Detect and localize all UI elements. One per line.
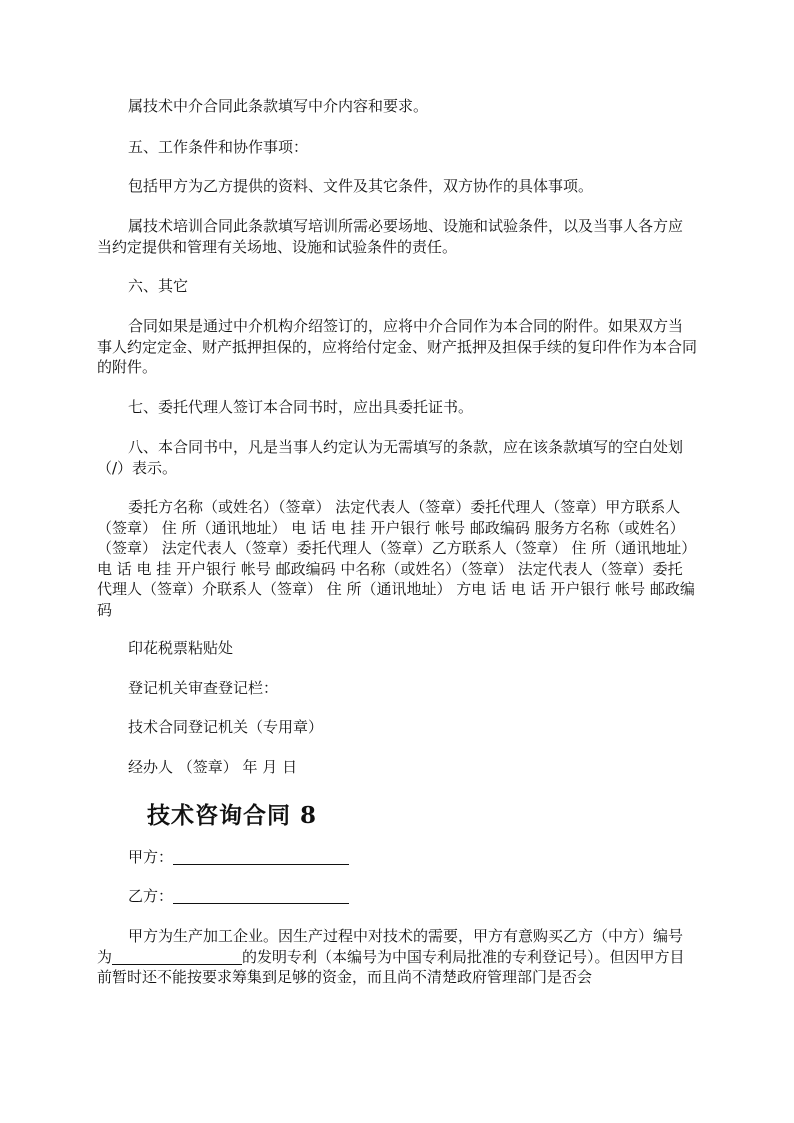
party-a-label: 甲方：	[128, 848, 174, 866]
party-b-line	[128, 886, 349, 906]
signature-block: 委托方名称（或姓名）（签章） 法定代表人（签章）委托代理人（签章）甲方联系人（签章） 住 所（通讯地址） 电 话 电 挂 开户银行 帐号 邮政编码 服务方名称（或姓名）（签章） 法定代表人（签章）委托代理人（签章）乙方联系人（签章） 住 所（通讯地址） 电 话 电 挂 开户银行 帐号 邮政编码 中名称（或姓名）（签章） 法定代表人（签章）委托代理人（签章）介联系人（签章） 住 所（通讯地址） 方电 话 电 话 开户银行 帐号 邮政编码	[97, 498, 697, 619]
paragraph-intermediary: 属技术中介合同此条款填写中介内容和要求。	[128, 97, 429, 115]
heading-section-six: 六、其它	[128, 277, 189, 295]
contract-title: 技术咨询合同 8	[147, 802, 318, 829]
party-a-line	[128, 847, 349, 867]
patent-number-blank[interactable]	[112, 949, 242, 965]
paragraph-materials: 包括甲方为乙方提供的资料、文件及其它条件，双方协作的具体事项。	[128, 177, 594, 195]
stamp-area-label: 印花税票粘贴处	[128, 639, 234, 657]
paragraph-attachments: 合同如果是通过中介机构介绍签订的，应将中介合同作为本合同的附件。如果双方当事人约定定金、财产抵押担保的，应将给付定金、财产抵押及担保手续的复印件作为本合同的附件。	[97, 317, 698, 376]
registration-label: 登记机关审查登记栏：	[128, 679, 279, 697]
body-part-2: 的发明专利（本编号为中国专利局批准的专利登记号）。但因甲方目前暂时还不能按要求筹集到足够的资金，而且尚不清楚政府管理部门是否会	[97, 947, 685, 986]
heading-section-five: 五、工作条件和协作事项：	[128, 138, 309, 156]
party-b-blank[interactable]	[173, 888, 349, 904]
body-paragraph	[97, 926, 697, 988]
paragraph-section-eight: 八、本合同书中，凡是当事人约定认为无需填写的条款，应在该条款填写的空白处划（/）表示。	[97, 438, 684, 477]
registration-authority: 技术合同登记机关（专用章）	[128, 718, 324, 736]
paragraph-training: 属技术培训合同此条款填写培训所需必要场地、设施和试验条件，以及当事人各方应当约定提供和管理有关场地、设施和试验条件的责任。	[97, 217, 684, 256]
paragraph-section-seven: 七、委托代理人签订本合同书时，应出具委托证书。	[128, 398, 474, 416]
handler-signature: 经办人 （签章） 年 月 日	[128, 758, 298, 776]
party-a-blank[interactable]	[173, 849, 349, 865]
body-part-1: 甲方为生产加工企业。因生产过程中对技术的需要，甲方有意购买乙方（中方）编号为	[97, 927, 684, 966]
party-b-label: 乙方：	[128, 887, 174, 905]
